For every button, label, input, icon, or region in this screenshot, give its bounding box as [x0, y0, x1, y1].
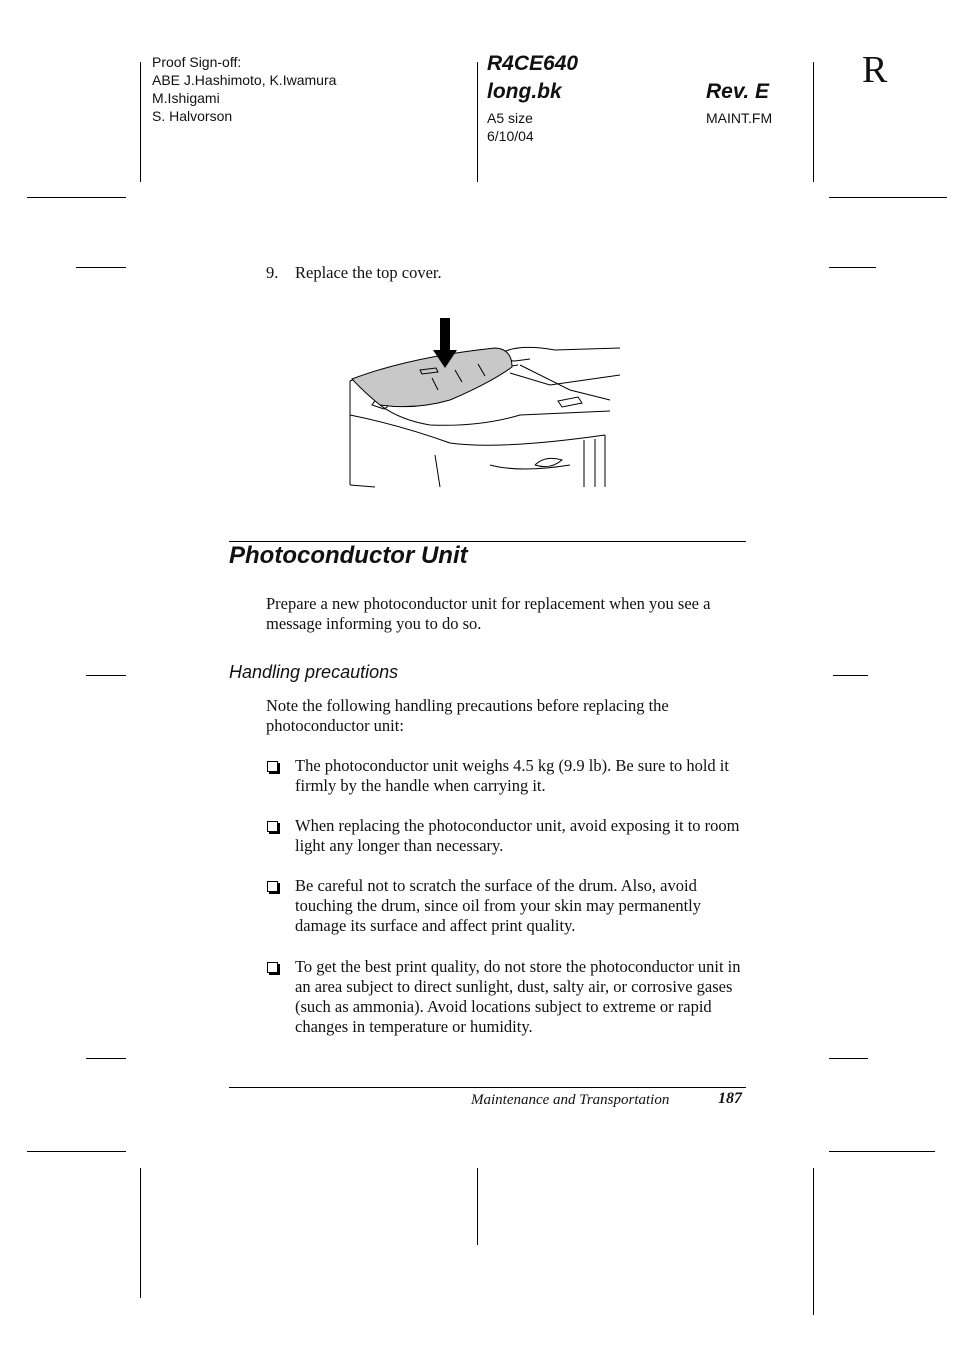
- doc-filename: MAINT.FM: [706, 110, 773, 126]
- checkbox-bullet-icon: [267, 962, 278, 973]
- list-item: When replacing the photoconductor unit, avoid exposing it to room light any longer than necessary.: [295, 816, 740, 855]
- crop-mark: [813, 62, 814, 182]
- checkbox-bullet-icon: [267, 881, 278, 892]
- crop-mark: [477, 1168, 478, 1245]
- crop-mark: [829, 1151, 935, 1152]
- section-intro: Prepare a new photoconductor unit for replacement when you see a message informing you to do so.: [266, 594, 711, 633]
- subsection-title: Handling precautions: [229, 662, 399, 682]
- crop-mark: [140, 62, 141, 182]
- list-item: Be careful not to scratch the surface of the drum. Also, avoid touching the drum, since oil from your skin may permanently damage its surface and affect print quality.: [295, 876, 701, 935]
- step-number: 9.: [266, 263, 279, 282]
- page-number: 187: [718, 1090, 742, 1107]
- footer-rule: [229, 1087, 746, 1088]
- subsection-intro: Note the following handling precautions before replacing the photoconductor unit:: [266, 696, 669, 735]
- checkbox-bullet-icon: [267, 821, 278, 832]
- printer-top-cover-illustration: [340, 315, 630, 490]
- crop-mark: [76, 267, 126, 268]
- crop-mark: [813, 1168, 814, 1315]
- proof-line: ABE J.Hashimoto, K.Iwamura: [152, 72, 337, 88]
- section-title: Photoconductor Unit: [229, 542, 468, 569]
- checkbox-bullet-icon: [267, 761, 278, 772]
- doc-book: long.bk: [487, 80, 562, 103]
- crop-mark: [140, 1168, 141, 1298]
- proof-line: Proof Sign-off:: [152, 54, 242, 70]
- list-item: The photoconductor unit weighs 4.5 kg (9.9 lb). Be sure to hold it firmly by the handle when carrying it.: [295, 756, 729, 795]
- crop-mark: [27, 197, 126, 198]
- crop-mark: [829, 267, 876, 268]
- doc-size: A5 size: [487, 110, 533, 126]
- footer-chapter: Maintenance and Transportation: [471, 1092, 670, 1108]
- crop-mark: [86, 1058, 126, 1059]
- doc-revision: Rev. E: [706, 80, 770, 103]
- proof-line: M.Ishigami: [152, 90, 220, 106]
- crop-mark: [477, 62, 478, 182]
- proof-signoff: [152, 53, 336, 125]
- crop-mark: [829, 197, 947, 198]
- step-text: Replace the top cover.: [295, 263, 442, 282]
- list-item: To get the best print quality, do not store the photoconductor unit in an area subject to direct sunlight, dust, salty air, or corrosive gases (such as ammonia). Avoid locations subject to extreme or rapid changes in temperature or humidity.: [295, 957, 741, 1036]
- crop-mark: [829, 1058, 868, 1059]
- corner-mark: R: [862, 49, 888, 91]
- crop-mark: [833, 675, 868, 676]
- crop-mark: [86, 675, 126, 676]
- crop-mark: [27, 1151, 126, 1152]
- doc-code: R4CE640: [487, 52, 579, 75]
- doc-date: 6/10/04: [487, 128, 534, 144]
- proof-line: S. Halvorson: [152, 108, 233, 124]
